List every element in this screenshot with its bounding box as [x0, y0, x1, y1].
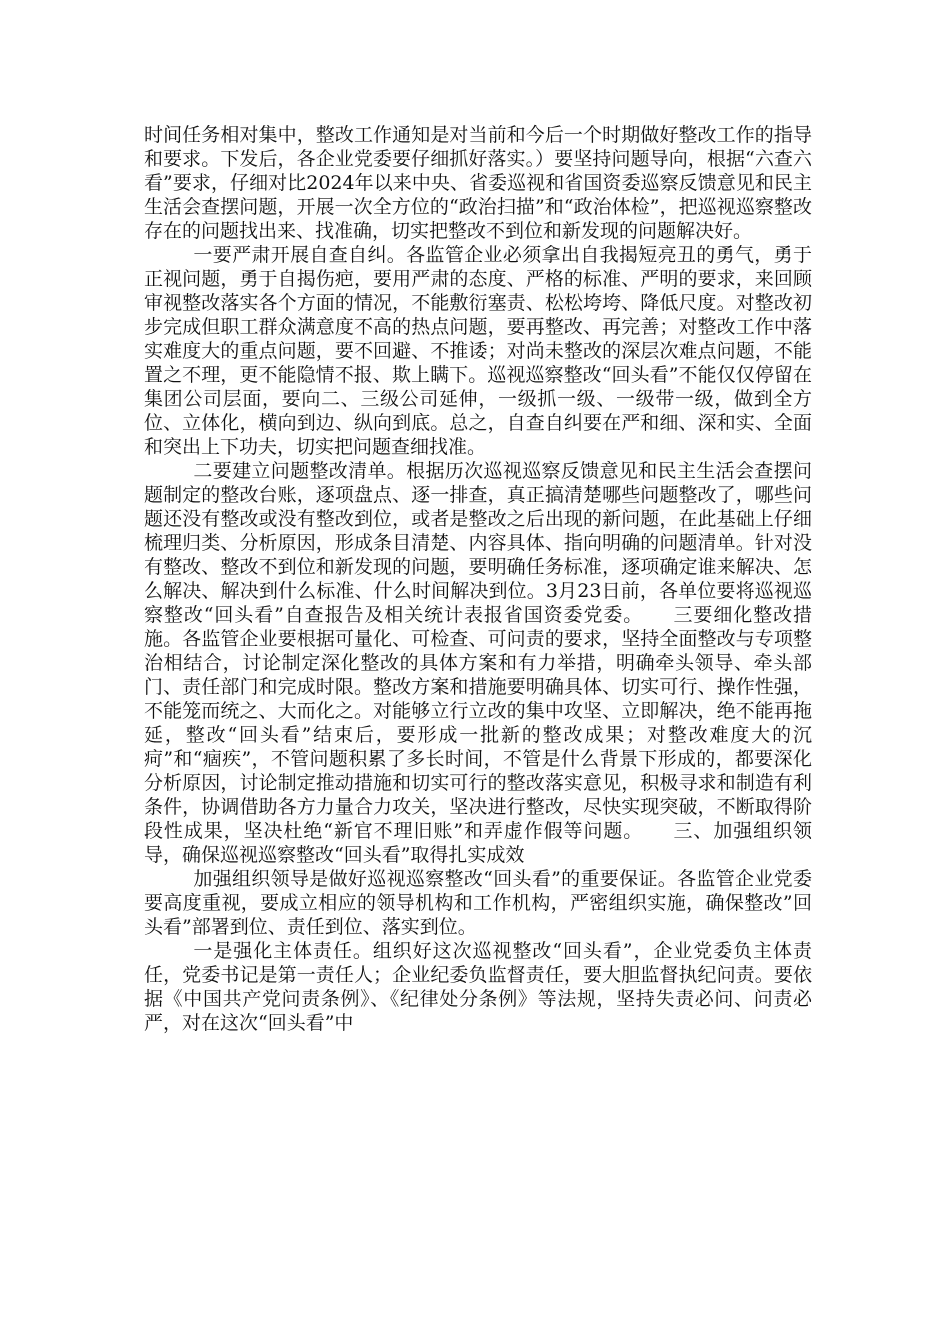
paragraph-4: 加强组织领导是做好巡视巡察整改“回头看”的重要保证。各监管企业党委要高度重视，要成立相应的领导机构和工作机构，严密组织实施，确保整改”回头看”部署到位、责任到位、落实到位。	[144, 868, 812, 938]
paragraph-2: 一要严肃开展自查自纠。各监管企业必须拿出自我揭短亮丑的勇气，勇于正视问题，勇于自揭伤疤，要用严肃的态度、严格的标准、严明的要求，来回顾审视整改落实各个方面的情况，不能敷衍塞责、松松垮垮、降低尺度。对整改初步完成但职工群众满意度不高的热点问题，要再整改、再完善；对整改工作中落实难度大的重点问题，要不回避、不推诿；对尚未整改的深层次难点问题，不能置之不理，更不能隐情不报、欺上瞒下。巡视巡察整改“回头看”不能仅仅停留在集团公司层面，要向二、三级公司延伸，一级抓一级、一级带一级，做到全方位、立体化，横向到边、纵向到底。总之，自查自纠要在严和细、深和实、全面和突出上下功夫，切实把问题查细找准。	[144, 244, 812, 458]
paragraph-3: 二要建立问题整改清单。根据历次巡视巡察反馈意见和民主生活会查摆问题制定的整改台账，逐项盘点、逐一排查，真正搞清楚哪些问题整改了，哪些问题还没有整改或没有整改到位，或者是整改之后出现的新问题，在此基础上仔细梳理归类、分析原因，形成条目清楚、内容具体、指向明确的问题清单。针对没有整改、整改不到位和新发现的问题，要明确任务标准，逐项确定谁来解决、怎么解决、解决到什么标准、什么时间解决到位。3月23日前，各单位要将巡视巡察整改“回头看”自查报告及相关统计表报省国资委党委。 三要细化整改措施。各监管企业要根据可量化、可检查、可问责的要求，坚持全面整改与专项整治相结合，讨论制定深化整改的具体方案和有力举措，明确牵头领导、牵头部门、责任部门和完成时限。整改方案和措施要明确具体、切实可行、操作性强，不能笼而统之、大而化之。对能够立行立改的集中攻坚、立即解决，绝不能再拖延，整改“回头看”结束后，要形成一批新的整改成果；对整改难度大的沉疴”和“痼疾”，不管问题积累了多长时间，不管是什么背景下形成的，都要深化分析原因，讨论制定推动措施和切实可行的整改落实意见，积极寻求和制造有利条件，协调借助各方力量合力攻关，坚决进行整改，尽快实现突破，不断取得阶段性成果，坚决杜绝“新官不理旧账”和弄虚作假等问题。 三、加强组织领导，确保巡视巡察整改“回头看”取得扎实成效	[144, 460, 812, 866]
document-body	[144, 123, 812, 1035]
paragraph-5: 一是强化主体责任。组织好这次巡视整改“回头看”，企业党委负主体责任，党委书记是第一责任人；企业纪委负监督责任，要大胆监督执纪问责。要依据《中国共产党问责条例》、《纪律处分条例》等法规，坚持失责必问、问责必严，对在这次“回头看”中	[144, 940, 812, 1034]
paragraph-1: 时间任务相对集中，整改工作通知是对当前和今后一个时期做好整改工作的指导和要求。下发后，各企业党委要仔细抓好落实。）要坚持问题导向，根据“六查六看”要求，仔细对比2024年以来中央、省委巡视和省国资委巡察反馈意见和民主生活会查摆问题，开展一次全方位的“政治扫描”和“政治体检”，把巡视巡察整改存在的问题找出来、找准确，切实把整改不到位和新发现的问题解决好。	[144, 124, 812, 242]
